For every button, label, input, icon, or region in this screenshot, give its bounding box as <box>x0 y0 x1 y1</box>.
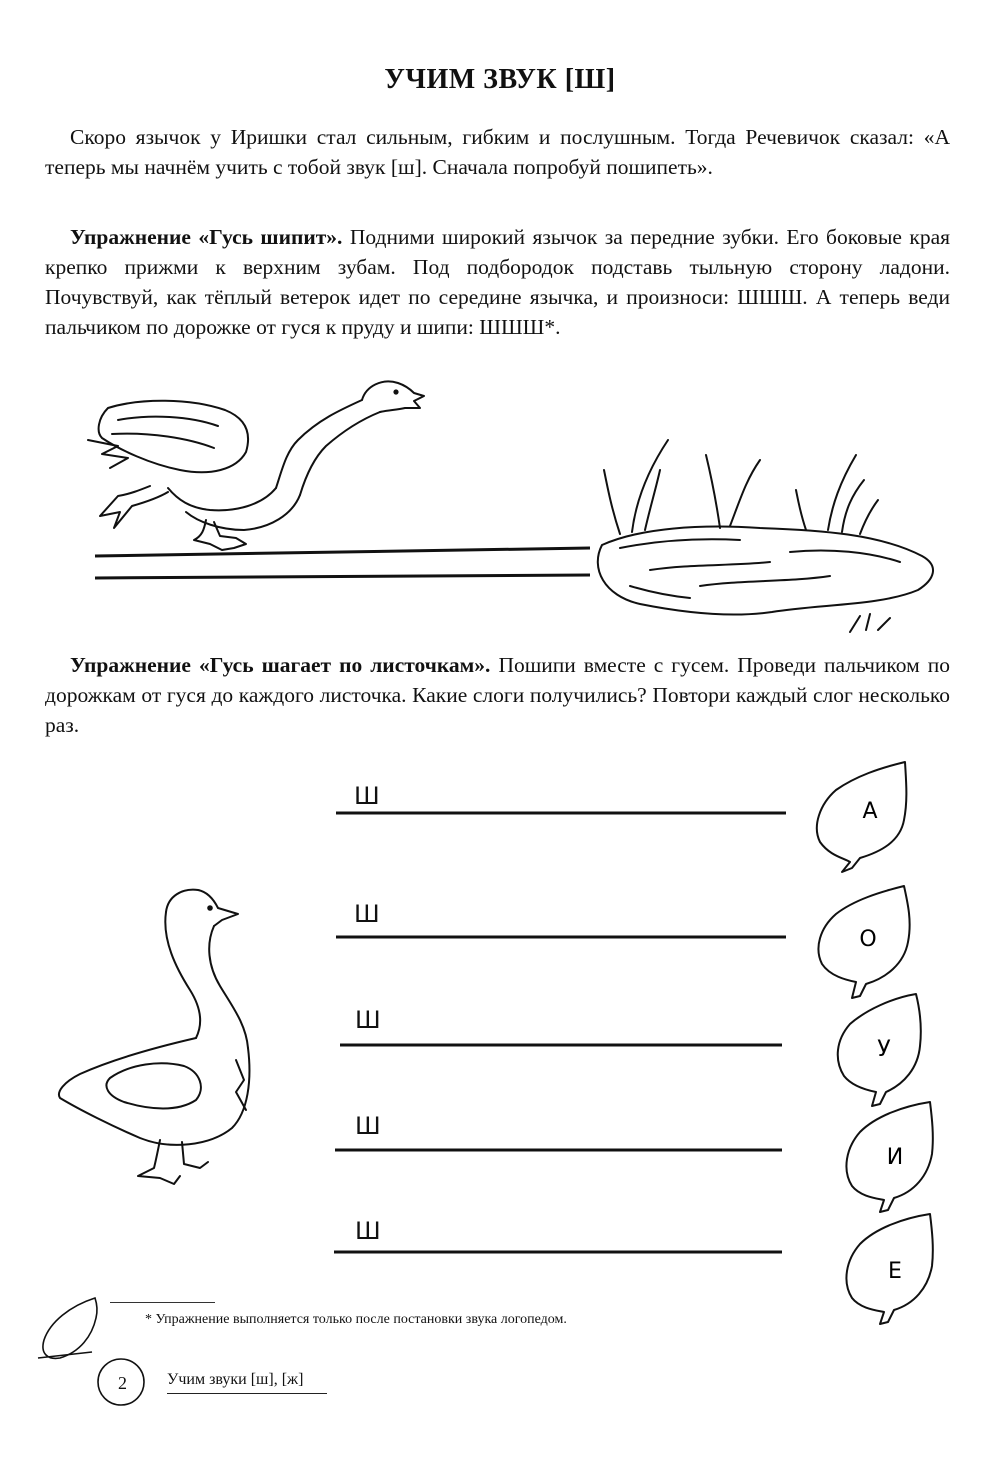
syllable-consonant-5: Ш <box>355 1217 381 1245</box>
running-title: Учим звуки [ш], [ж] <box>167 1371 327 1394</box>
exercise-1-text: Подними широкий язычок за передние зубки. Его боковые края крепко прижми к верхним зубам. Под подбородок подставь тыльную сторону ладони. Почувствуй, как тёплый ветерок идет по середине язычка, и произноси: ШШШ. А теперь веди пальчиком по дорожке от гуся к пруду и шипи: ШШШ*. <box>45 225 951 339</box>
exercise-1-heading: Упражнение «Гусь шипит». <box>70 225 343 249</box>
footer-leaf-ornament <box>38 1298 144 1405</box>
standing-goose-drawing <box>59 890 249 1184</box>
syllable-consonant-1: Ш <box>354 782 380 810</box>
leaf-vowel-5: Е <box>888 1259 902 1284</box>
page-number: 2 <box>118 1373 127 1393</box>
leaf-vowel-1: А <box>862 799 878 824</box>
footnote-separator <box>110 1302 215 1303</box>
exercise-2-heading: Упражнение «Гусь шагает по листочкам». <box>70 653 491 677</box>
footnote: * Упражнение выполняется только после постановки звука логопедом. <box>145 1312 567 1327</box>
leaf-vowel-3: У <box>877 1037 891 1062</box>
syllable-consonant-2: Ш <box>354 900 380 928</box>
leaf-vowel-2: О <box>859 927 877 952</box>
syllable-consonant-3: Ш <box>355 1006 381 1034</box>
leaf-vowel-4: И <box>886 1145 904 1170</box>
page-title: УЧИМ ЗВУК [Ш] <box>384 64 616 95</box>
exercise-2-text: Пошипи вместе с гусем. Проведи пальчиком по дорожкам от гуся до каждого листочка. Какие слоги получились? Повтори каждый слог несколько раз. <box>45 653 950 737</box>
syllable-consonant-4: Ш <box>355 1112 381 1140</box>
intro-paragraph: Скоро язычок у Иришки стал сильным, гибким и послушным. Тогда Речевичок сказал: «А теперь мы начнём учить с тобой звук [ш]. Сначала попробуй пошипеть». <box>45 125 950 179</box>
